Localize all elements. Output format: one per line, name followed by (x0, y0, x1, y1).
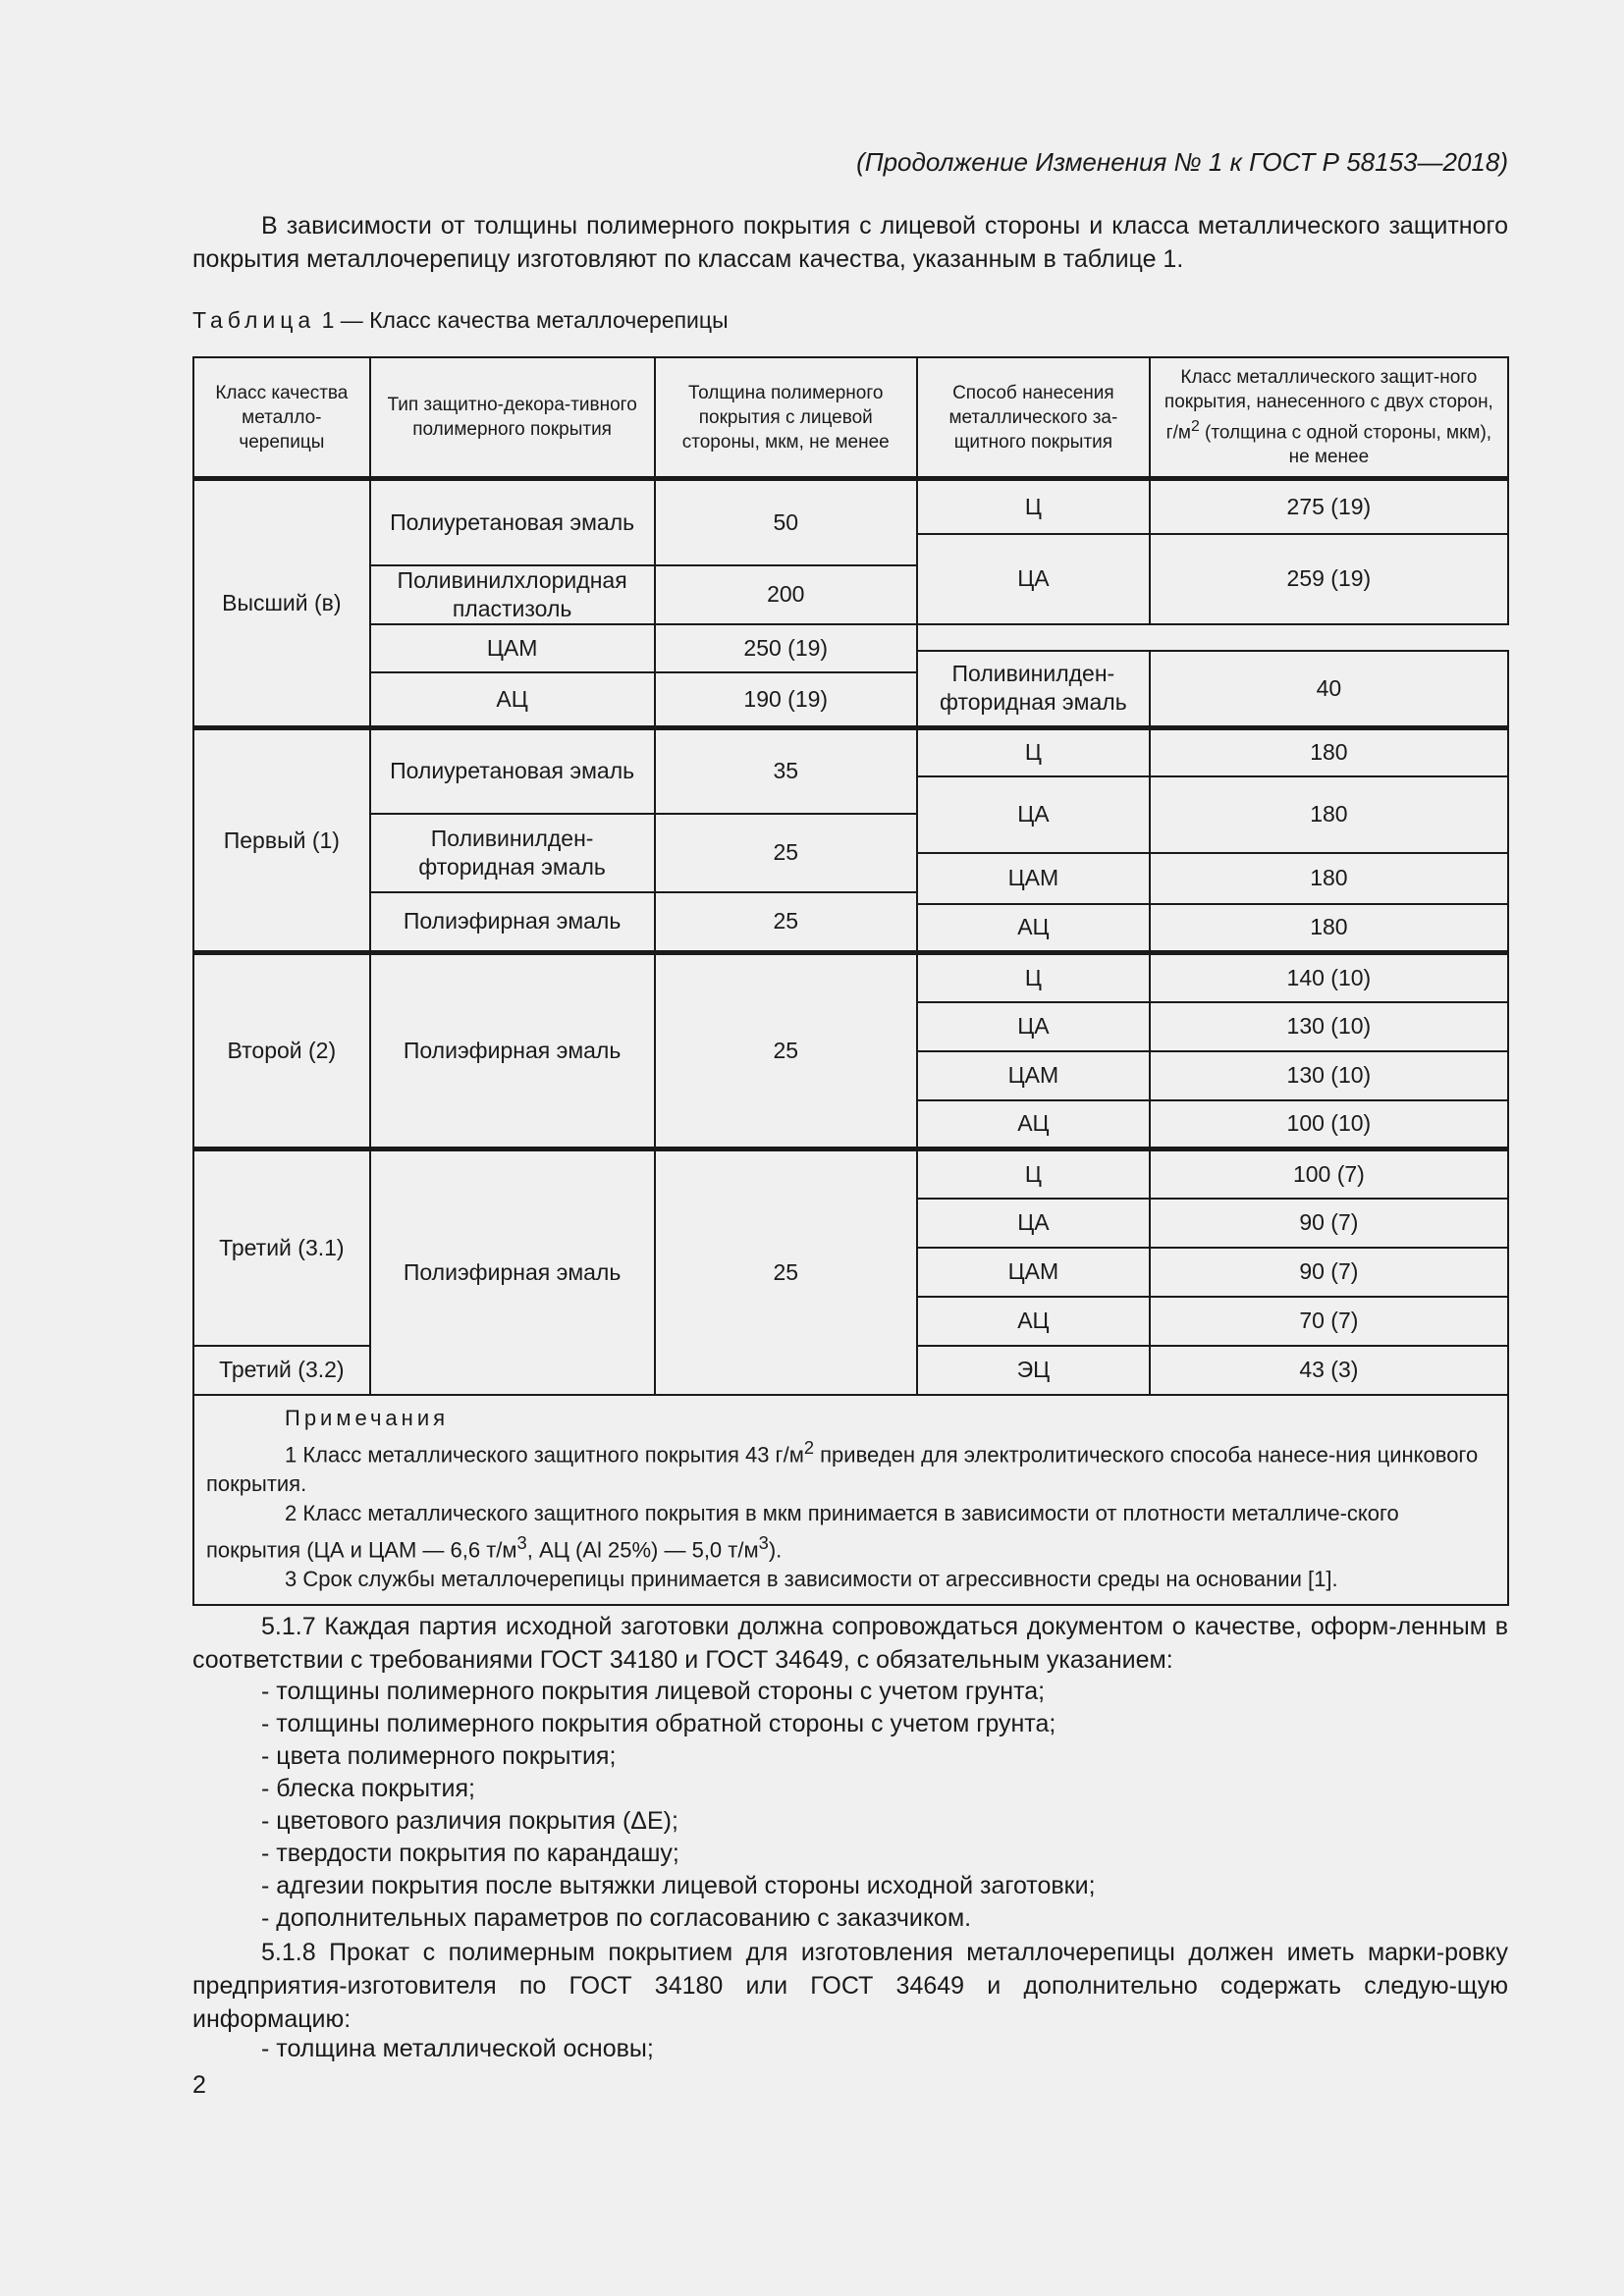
list-item: - толщина металлической основы; (261, 2035, 654, 2062)
coating-cell: Поливинилхлоридная пластизоль (370, 565, 655, 624)
coating-cell: Поливинилден-фторидная эмаль (917, 651, 1150, 728)
table-header-row (193, 357, 1508, 479)
value-cell: 275 (19) (1150, 479, 1508, 534)
value-cell: 130 (10) (1150, 1051, 1508, 1100)
list-item: - цветового различия покрытия (ΔE); (261, 1807, 678, 1835)
header-method: Способ нанесения металлического за-щитного покрытия (917, 357, 1150, 479)
thickness-cell: 35 (655, 728, 917, 814)
thickness-cell: 25 (655, 1149, 917, 1395)
method-cell: ЦА (917, 1199, 1150, 1248)
method-cell: ЦАМ (917, 853, 1150, 904)
value-cell: 180 (1150, 728, 1508, 776)
class-cell: Первый (1) (193, 728, 370, 953)
value-cell: 90 (7) (1150, 1248, 1508, 1297)
method-cell: Ц (917, 953, 1150, 1002)
class-cell: Второй (2) (193, 953, 370, 1149)
value-cell: 180 (1150, 904, 1508, 953)
list-item: - цвета полимерного покрытия; (261, 1742, 617, 1770)
header-class: Класс качества металло-черепицы (193, 357, 370, 479)
method-cell: Ц (917, 1149, 1150, 1199)
table-notes-row (193, 1395, 1508, 1606)
value-cell: 100 (10) (1150, 1100, 1508, 1149)
clause-5-1-7: 5.1.7 Каждая партия исходной заготовки должна сопровождаться документом о качестве, оформ-ленным в соответствии с требованиями ГОСТ 34180 и ГОСТ 34649, с обязательным указанием: (192, 1613, 1508, 1674)
table-caption-word: Таблица (192, 307, 316, 333)
value-cell: 70 (7) (1150, 1297, 1508, 1346)
table-row (193, 728, 1508, 776)
class-cell: Высший (в) (193, 479, 370, 728)
coating-cell: Полиэфирная эмаль (370, 953, 655, 1149)
list-item: - дополнительных параметров по согласованию с заказчиком. (261, 1904, 972, 1932)
value-cell: 90 (7) (1150, 1199, 1508, 1248)
method-cell: Ц (917, 479, 1150, 534)
coating-cell: Полиуретановая эмаль (370, 479, 655, 565)
table-caption-title: 1 — Класс качества металлочерепицы (321, 307, 729, 333)
method-cell: ЭЦ (917, 1346, 1150, 1395)
value-cell: 250 (19) (655, 624, 917, 672)
value-cell: 190 (19) (655, 672, 917, 728)
value-cell: 100 (7) (1150, 1149, 1508, 1199)
intro-paragraph: В зависимости от толщины полимерного покрытия с лицевой стороны и класса металлического защитного покрытия металлочерепицу изготовляют по классам качества, указанным в таблице 1. (192, 212, 1508, 273)
method-cell: АЦ (917, 904, 1150, 953)
value-cell: 43 (3) (1150, 1346, 1508, 1395)
thickness-cell: 40 (1150, 651, 1508, 728)
coating-cell: Полиэфирная эмаль (370, 892, 655, 953)
class-cell: Третий (3.2) (193, 1346, 370, 1395)
value-cell: 259 (19) (1150, 534, 1508, 624)
method-cell: ЦА (917, 776, 1150, 853)
method-cell: ЦА (917, 534, 1150, 624)
clause-5-1-8: 5.1.8 Прокат с полимерным покрытием для изготовления металлочерепицы должен иметь марки-ровку предприятия-изготовителя по ГОСТ 34180 или ГОСТ 34649 и дополнительно содержать следую-щую информацию: (192, 1939, 1508, 2033)
table-caption (192, 307, 729, 334)
table-notes (193, 1395, 1508, 1606)
table-row (193, 479, 1508, 530)
coating-cell: Полиуретановая эмаль (370, 728, 655, 814)
list-item: - твердости покрытия по карандашу; (261, 1840, 679, 1867)
value-cell: 140 (10) (1150, 953, 1508, 1002)
page-number: 2 (192, 2071, 206, 2099)
table-row (193, 1149, 1508, 1199)
header-thickness: Толщина полимерного покрытия с лицевой стороны, мкм, не менее (655, 357, 917, 479)
thickness-cell: 200 (655, 565, 917, 624)
table-row (193, 953, 1508, 1002)
list-item: - толщины полимерного покрытия лицевой стороны с учетом грунта; (261, 1678, 1046, 1705)
coating-cell: Поливинилден-фторидная эмаль (370, 814, 655, 892)
note-1: 1 Класс металлического защитного покрытия 43 $г/м^2$ приведен для электролитического способа нанесе-ния цинкового покрытия. (206, 1436, 1479, 1496)
clause-5-1-8-list (192, 2033, 1508, 2065)
method-cell: АЦ (917, 1297, 1150, 1346)
class-cell: Третий (3.1) (193, 1149, 370, 1346)
coating-cell: Полиэфирная эмаль (370, 1149, 655, 1395)
method-cell: АЦ (917, 1100, 1150, 1149)
list-item: - толщины полимерного покрытия обратной стороны с учетом грунта; (261, 1710, 1056, 1737)
header-metal-class: Класс металлического защит-ного покрытия, нанесенного с двух сторон, $г/м^2$ (толщина с одной стороны, мкм), не менее (1150, 357, 1508, 479)
thickness-cell: 25 (655, 814, 917, 892)
method-cell: ЦА (917, 1002, 1150, 1051)
value-cell: 130 (10) (1150, 1002, 1508, 1051)
method-cell: ЦАМ (370, 624, 655, 672)
quality-class-table (192, 356, 1509, 1606)
note-3: 3 Срок службы металлочерепицы принимается в зависимости от агрессивности среды на основании [1]. (285, 1567, 1338, 1592)
method-cell: ЦАМ (917, 1248, 1150, 1297)
clause-5-1-7-list (192, 1676, 1508, 1935)
value-cell: 180 (1150, 853, 1508, 904)
method-cell: ЦАМ (917, 1051, 1150, 1100)
list-item: - блеска покрытия; (261, 1775, 475, 1802)
thickness-cell: 25 (655, 953, 917, 1149)
list-item: - адгезии покрытия после вытяжки лицевой стороны исходной заготовки; (261, 1872, 1096, 1899)
method-cell: Ц (917, 728, 1150, 776)
running-header: (Продолжение Изменения № 1 к ГОСТ Р 58153—2018) (856, 147, 1508, 177)
notes-title: Примечания (285, 1405, 450, 1430)
thickness-cell: 50 (655, 479, 917, 565)
value-cell: 180 (1150, 776, 1508, 853)
header-coating-type: Тип защитно-декора-тивного полимерного покрытия (370, 357, 655, 479)
note-2: 2 Класс металлического защитного покрытия в мкм принимается в зависимости от плотности металличе-ского покрытия (ЦА и ЦАМ — 6,6 $т/м^3$, АЦ (Al 25%) — 5,0 $т/м^3$). (206, 1500, 1399, 1563)
method-cell: АЦ (370, 672, 655, 728)
thickness-cell: 25 (655, 892, 917, 953)
